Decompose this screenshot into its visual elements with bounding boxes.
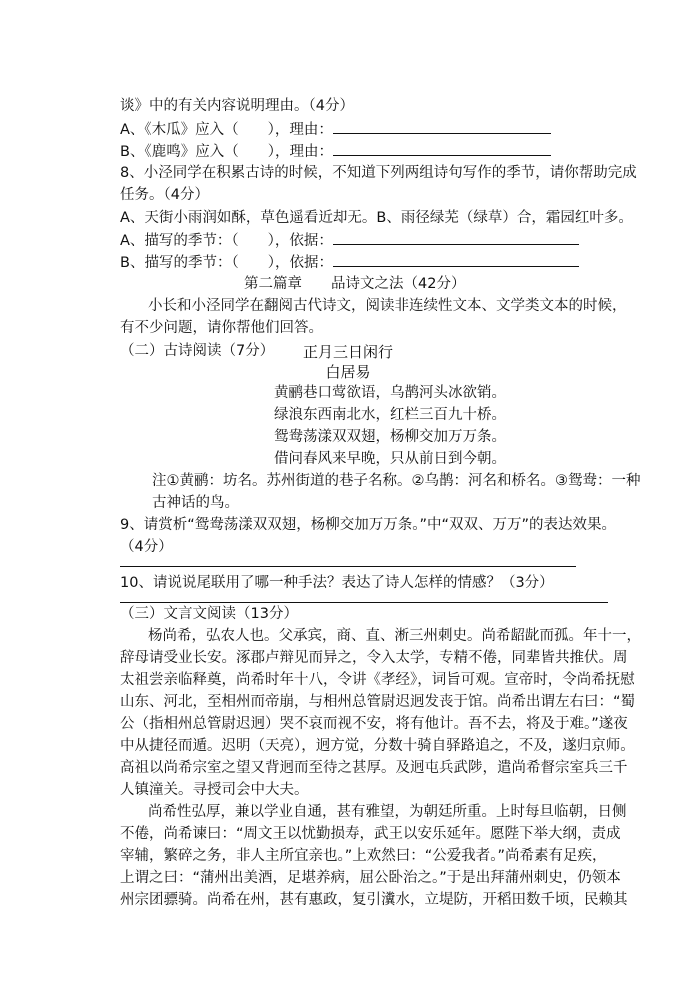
para1-line-2: 辞母请受业长安。涿郡卢辩见而异之，令入太学，专精不倦，同辈皆共推伏。周 xyxy=(120,650,628,666)
para1-line-7: 高祖以尚希宗室之望又背迥而至待之甚厚。及迥屯兵武陟，遣尚希督宗室兵三千 xyxy=(120,760,628,776)
season-line-b xyxy=(120,252,579,273)
season-b-label: B、描写的季节：（ ），依据： xyxy=(120,255,333,271)
para1-line-8: 人镇潼关。寻授司会中大夫。 xyxy=(120,782,309,798)
season-a-blank[interactable] xyxy=(333,230,579,245)
answer-line-a xyxy=(120,119,551,140)
question-10-answer-line[interactable] xyxy=(120,602,608,603)
poem-title: 正月三日闲行 xyxy=(302,343,393,361)
section-3-heading: （三）文言文阅读（13分） xyxy=(120,606,298,622)
question-8-poems: A、天街小雨润如酥，草色遥看近却无。B、雨径绿芜（绿草）合，霜园红叶多。 xyxy=(120,210,633,226)
answer-line-b xyxy=(120,141,551,162)
poem-line-2: 绿浪东西南北水，红栏三百九十桥。 xyxy=(274,407,506,423)
question-9: 9、请赏析“鸳鸯荡漾双双翅，杨柳交加万万条。”中“双双、万万”的表达效果。 xyxy=(120,517,617,533)
para2-line-5: 州宗团骠骑。尚希在州，甚有惠政，复引瀵水，立堤防，开稻田数千顷，民赖其 xyxy=(120,892,628,908)
season-line-a xyxy=(120,230,579,251)
season-b-blank[interactable] xyxy=(333,252,579,267)
para2-line-1: 尚希性弘厚，兼以学业自通，甚有雅望，为朝廷所重。上时每旦临朝，日侧 xyxy=(148,804,627,820)
chapter-2-intro-1: 小长和小泾同学在翻阅古代诗文，阅读非连续性文本、文学类文本的时候， xyxy=(148,298,627,314)
poem-line-1: 黄鹂巷口莺欲语，乌鹊河头冰欲销。 xyxy=(274,385,506,401)
para1-line-6: 中从捷径而遁。迟明（天亮），迥方觉，分数十骑自驿路追之，不及，遂归京师。 xyxy=(120,738,635,754)
answer-b-blank[interactable] xyxy=(333,141,551,156)
para2-line-3: 宰辅，繁碎之务，非人主所宜亲也。”上欢然曰：“公爱我者。”尚希素有足疾， xyxy=(120,848,607,864)
poem-line-4: 借问春风来早晚，只从前日到今朝。 xyxy=(274,451,506,467)
poem-note-1: 注①黄鹂：坊名。苏州街道的巷子名称。②乌鹊：河名和桥名。③鸳鸯：一种 xyxy=(152,473,641,489)
question-8-cont: 任务。（4分） xyxy=(120,187,209,203)
answer-a-blank[interactable] xyxy=(333,119,551,134)
question-7-tail: 谈》中的有关内容说明理由。（4分） xyxy=(120,98,354,114)
section-2-heading: （二）古诗阅读（7分） xyxy=(120,343,275,359)
para2-line-2: 不倦，尚希谏曰：“周文王以忧勤损寿，武王以安乐延年。愿陛下举大纲，责成 xyxy=(120,826,621,842)
question-10: 10、请说说尾联用了哪一种手法？表达了诗人怎样的情感？（3分） xyxy=(120,575,554,591)
chapter-2-intro-2: 有不少问题，请你帮他们回答。 xyxy=(120,320,323,336)
question-9-score: （4分） xyxy=(120,539,173,555)
para1-line-5: 公（指相州总管尉迟迥）哭不哀而视不安，将有他计。吾不去，将及于难。”遂夜 xyxy=(120,716,628,732)
season-a-label: A、描写的季节：（ ），依据： xyxy=(120,233,333,249)
para2-line-4: 上谓之曰：“蒲州出美酒，足堪养病，屈公卧治之。”于是出拜蒲州刺史，仍领本 xyxy=(120,870,621,886)
answer-a-label: A、《木瓜》应入（ ），理由： xyxy=(120,122,333,138)
para1-line-1: 杨尚希，弘农人也。父承宾，商、直、淅三州刺史。尚希龆龀而孤。年十一， xyxy=(148,628,641,644)
chapter-2-title: 第二篇章 品诗文之法（42分） xyxy=(244,276,466,292)
answer-b-label: B、《鹿鸣》应入（ ），理由： xyxy=(120,144,333,160)
poem-line-3: 鸳鸯荡漾双双翅，杨柳交加万万条。 xyxy=(274,429,506,445)
poem-author: 白居易 xyxy=(325,363,371,381)
question-8: 8、小泾同学在积累古诗的时候，不知道下列两组诗句写作的季节，请你帮助完成 xyxy=(120,165,637,181)
question-9-answer-line[interactable] xyxy=(120,566,576,567)
para1-line-3: 太祖尝亲临释奠，尚希时年十八，令讲《孝经》，词旨可观。宣帝时，令尚希抚慰 xyxy=(120,672,635,688)
poem-note-2: 古神话的鸟。 xyxy=(152,495,239,511)
para1-line-4: 山东、河北，至相州而帝崩，与相州总管尉迟迥发丧于馆。尚希出谓左右曰：“蜀 xyxy=(120,694,636,710)
